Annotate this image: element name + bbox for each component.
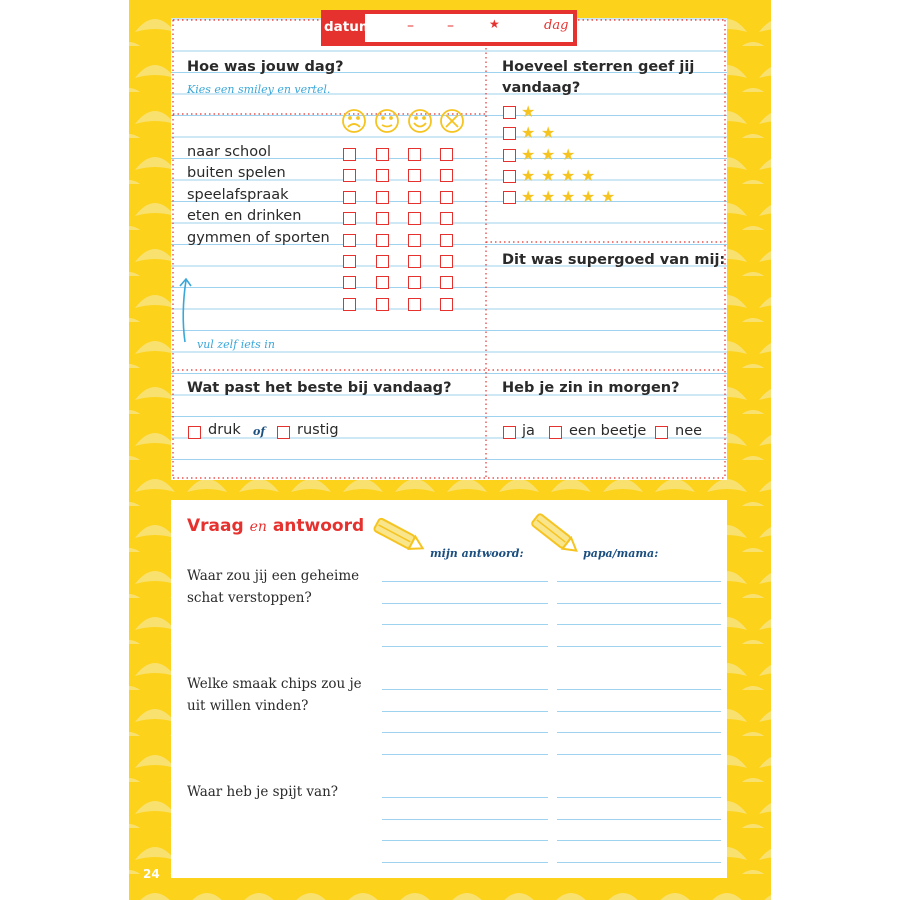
star-rating-checkbox[interactable]: [503, 106, 516, 119]
smiley-checkbox[interactable]: [440, 298, 453, 311]
smiley-checkbox[interactable]: [440, 276, 453, 289]
answer-line[interactable]: [557, 819, 721, 820]
question-1-line2: schat verstoppen?: [187, 590, 312, 606]
smiley-checkbox[interactable]: [376, 255, 389, 268]
pencil-icon: [367, 514, 427, 560]
star-icon: ★: [581, 187, 596, 206]
star-icon: ★: [521, 145, 536, 164]
answer-line[interactable]: [557, 711, 721, 712]
answer-line[interactable]: [382, 819, 548, 820]
ja-label: ja: [522, 423, 535, 439]
question-2-line2: uit willen vinden?: [187, 698, 309, 714]
question-1-line1: Waar zou jij een geheime: [187, 568, 360, 584]
of-label: of: [253, 425, 266, 438]
dag-label: dag: [544, 18, 569, 33]
row-label: speelafspraak: [187, 187, 289, 203]
smiley-checkbox[interactable]: [408, 255, 421, 268]
super-title: Dit was supergoed van mij:: [502, 252, 726, 268]
neutral-smiley-icon: [376, 110, 398, 132]
star-icon: ★: [521, 123, 536, 142]
answer-line[interactable]: [382, 646, 548, 647]
answer-line[interactable]: [557, 646, 721, 647]
qa-card: [171, 500, 727, 878]
star-rating-checkbox[interactable]: [503, 170, 516, 183]
stars-title-line1: Hoeveel sterren geef jij: [502, 59, 695, 75]
answer-line[interactable]: [382, 840, 548, 841]
qa-title-en: en: [249, 519, 267, 535]
star-rating-checkbox[interactable]: [503, 127, 516, 140]
smiley-checkbox[interactable]: [408, 191, 421, 204]
een-beetje-checkbox[interactable]: [549, 426, 562, 439]
smiley-checkbox[interactable]: [376, 148, 389, 161]
answer-line[interactable]: [382, 711, 548, 712]
smiley-checkbox[interactable]: [408, 169, 421, 182]
smiley-checkbox[interactable]: [440, 255, 453, 268]
sad-smiley-icon: [343, 110, 365, 132]
pencil-icon: [523, 512, 583, 558]
row-label: naar school: [187, 144, 272, 160]
answer-line[interactable]: [557, 732, 721, 733]
answer-line[interactable]: [382, 624, 548, 625]
star-icon: ★: [561, 166, 576, 185]
answer-line[interactable]: [557, 840, 721, 841]
smiley-checkbox[interactable]: [376, 276, 389, 289]
star-icon: ★: [561, 187, 576, 206]
page-background: [129, 0, 771, 900]
answer-line[interactable]: [557, 689, 721, 690]
smiley-checkbox[interactable]: [408, 212, 421, 225]
datum-label: datum: [324, 19, 373, 35]
smiley-checkbox[interactable]: [343, 255, 356, 268]
nee-label: nee: [675, 423, 703, 439]
self-fill-hint: vul zelf iets in: [197, 338, 275, 351]
smiley-checkbox[interactable]: [343, 276, 356, 289]
smiley-checkbox[interactable]: [343, 298, 356, 311]
answer-line[interactable]: [557, 754, 721, 755]
star-icon: ★: [581, 166, 596, 185]
answer-line[interactable]: [382, 754, 548, 755]
answer-line[interactable]: [382, 581, 548, 582]
smiley-checkbox[interactable]: [408, 298, 421, 311]
smiley-checkbox[interactable]: [408, 234, 421, 247]
qa-title-vraag: Vraag: [187, 516, 244, 536]
star-icon: ★: [541, 166, 556, 185]
smiley-checkbox[interactable]: [343, 169, 356, 182]
day-title: Hoe was jouw dag?: [187, 59, 344, 75]
page-number: 24: [143, 867, 160, 881]
een-beetje-label: een beetje: [569, 423, 647, 439]
star-icon: ★: [521, 166, 536, 185]
answer-line[interactable]: [557, 624, 721, 625]
star-icon: ★: [541, 145, 556, 164]
smiley-checkbox[interactable]: [440, 191, 453, 204]
fit-title: Wat past het beste bij vandaag?: [187, 380, 452, 396]
ja-checkbox[interactable]: [503, 426, 516, 439]
day-hint: Kies een smiley en vertel.: [187, 83, 331, 96]
star-icon: ★: [521, 102, 536, 121]
cross-circle-icon: [441, 110, 463, 132]
date-star-icon: ★: [489, 17, 500, 31]
druk-label: druk: [208, 422, 241, 438]
answer-line[interactable]: [557, 603, 721, 604]
smiley-checkbox[interactable]: [376, 298, 389, 311]
my-answer-label: mijn antwoord:: [430, 547, 524, 560]
rustig-label: rustig: [297, 422, 339, 438]
smiley-checkbox[interactable]: [440, 148, 453, 161]
question-2-line1: Welke smaak chips zou je: [187, 676, 362, 692]
answer-line[interactable]: [382, 862, 548, 863]
nee-checkbox[interactable]: [655, 426, 668, 439]
answer-line[interactable]: [557, 862, 721, 863]
star-icon: ★: [541, 187, 556, 206]
smiley-icons: [339, 107, 469, 137]
date-header: [321, 10, 577, 46]
smiley-checkbox[interactable]: [376, 191, 389, 204]
smiley-checkbox[interactable]: [408, 276, 421, 289]
star-rating-checkbox[interactable]: [503, 149, 516, 162]
happy-smiley-icon: [409, 110, 431, 132]
smiley-checkbox[interactable]: [440, 234, 453, 247]
rustig-checkbox[interactable]: [277, 426, 290, 439]
answer-line[interactable]: [382, 797, 548, 798]
date-field[interactable]: [365, 14, 573, 42]
answer-line[interactable]: [382, 732, 548, 733]
smiley-checkbox[interactable]: [376, 234, 389, 247]
smiley-checkbox[interactable]: [440, 169, 453, 182]
smiley-checkbox[interactable]: [376, 212, 389, 225]
daily-journal-card: [171, 18, 727, 480]
qa-title: [187, 516, 364, 536]
date-dash-2: –: [447, 18, 454, 34]
qa-title-antwoord: antwoord: [272, 516, 365, 536]
star-icon: ★: [541, 123, 556, 142]
answer-line[interactable]: [382, 603, 548, 604]
druk-checkbox[interactable]: [188, 426, 201, 439]
parent-answer-label: papa/mama:: [583, 547, 659, 560]
date-dash-1: –: [407, 18, 414, 34]
row-label: buiten spelen: [187, 165, 286, 181]
stars-title-line2: vandaag?: [502, 80, 581, 96]
answer-line[interactable]: [557, 581, 721, 582]
smiley-checkbox[interactable]: [343, 148, 356, 161]
star-icon: ★: [521, 187, 536, 206]
star-rating-checkbox[interactable]: [503, 191, 516, 204]
answer-line[interactable]: [382, 689, 548, 690]
row-label: eten en drinken: [187, 208, 302, 224]
smiley-checkbox[interactable]: [343, 234, 356, 247]
star-icon: ★: [561, 145, 576, 164]
up-arrow-icon: [177, 274, 197, 344]
smiley-checkbox[interactable]: [440, 212, 453, 225]
answer-line[interactable]: [557, 797, 721, 798]
smiley-checkbox[interactable]: [343, 191, 356, 204]
tomorrow-title: Heb je zin in morgen?: [502, 380, 680, 396]
row-label: gymmen of sporten: [187, 230, 330, 246]
smiley-checkbox[interactable]: [343, 212, 356, 225]
question-3-line1: Waar heb je spijt van?: [187, 784, 339, 800]
smiley-checkbox[interactable]: [408, 148, 421, 161]
star-icon: ★: [601, 187, 616, 206]
smiley-checkbox[interactable]: [376, 169, 389, 182]
